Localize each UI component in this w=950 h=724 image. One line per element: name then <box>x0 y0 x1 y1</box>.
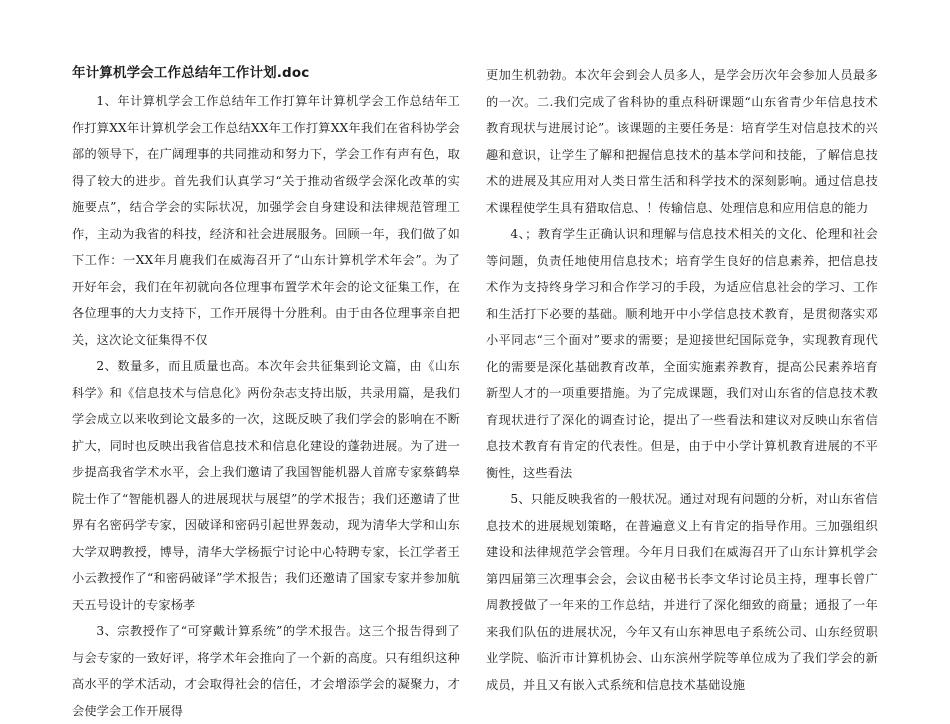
paragraph-5: 5、只能反映我省的一般状况。通过对现有问题的分析，对山东省信息技术的进展规划策略，在普遍意义上有肯定的指导作用。三加强组织建设和法律规范学会管理。今年月日我们在威海召开了山东计算机学会第四届第三次理事会会，会议由秘书长李文华讨论员主持，理事长曾广周教授做了一年来的工作总结，并进行了深化细致的商量；通报了一年来我们队伍的进展状况，今年又有山东神思电子系统公司、山东经贸职业学院、临沂市计算机协会、山东滨州学院等单位成为了我们学会的新成员，并且又有嵌入式系统和信息技术基础设施 <box>486 492 878 692</box>
paragraph-4: 4、；教育学生正确认识和理解与信息技术相关的文化、伦理和社会等问题，负责任地使用信息技术；培育学生良好的信息素养，把信息技术作为支持终身学习和合作学习的手段，为适应信息社会的学习、工作和生活打下必要的基础。顺利地开中小学信息技术教育，是贯彻落实邓小平同志“三个面对”要求的需要；是迎接世纪国际竞争，实现教育现代化的需要是深化基础教育改革，全面实施素养教育，提高公民素养培育新型人才的一项重要措施。为了完成课题，我们对山东省的信息技术教育现状进行了深化的调查讨论，提出了一些看法和建议对反映山东省信息技术教育有肯定的代表性。但是，由于中小学计算机教育进展的不平衡性，这些看法 <box>486 227 878 480</box>
left-column <box>72 60 460 724</box>
paragraph-1: 1、年计算机学会工作总结年工作打算年计算机学会工作总结年工作打算XX年计算机学会工作总结XX年工作打算XX年我们在省科协学会部的领导下，在广阔理事的共同推动和努力下，学会工作有声有色，取得了较大的进步。首先我们认真学习“关于推动省级学会深化改革的实施要点”，结合学会的实际状况，加强学会自身建设和法律规范管理工作，主动为我省的科技，经济和社会进展服务。回顾一年，我们做了如下工作：一XX年月鹿我们在威海召开了“山东计算机学术年会”。为了开好年会，我们在年初就向各位理事布置学术年会的论文征集工作，在各位理事的大力支持下，工作开展得十分胜利。由于由各位理事亲自把关，这次论文征集得不仅 <box>72 94 460 347</box>
right-column <box>486 62 878 698</box>
paragraph-continued: 更加生机勃勃。本次年会到会人员多人，是学会历次年会参加人员最多的一次。二.我们完成了省科协的重点科研课题“山东省青少年信息技术教育现状与进展讨论”。该课题的主要任务是：培育学生对信息技术的兴趣和意识，让学生了解和把握信息技术的基本学问和技能，了解信息技术的进展及其应用对人类日常生活和科学技术的深刻影响。通过信息技术课程使学生具有猎取信息、！传输信息、处理信息和应用信息的能力 <box>486 68 878 215</box>
paragraph-2: 2、数量多，而且质量也高。本次年会共征集到论文篇，由《山东科学》和《信息技术与信息化》两份杂志支持出版，共录用篇，是我们学会成立以来收到论文最多的一次，这既反映了我们学会的影响在不断扩大，同时也反映出我省信息技术和信息化建设的蓬勃进展。为了进一步提高我省学术水平，会上我们邀请了我国智能机器人首席专家蔡鹤皋院士作了“智能机器人的进展现状与展望”的学术报告；我们还邀请了世界有名密码学专家，因破译和密码引起世界轰动，现为清华大学和山东大学双聘教授，博导，清华大学杨振宁讨论中心特聘专家，长江学者王小云教授作了“和密码破译”学术报告；我们还邀请了国家专家并参加航天五号设计的专家杨孝 <box>72 359 460 612</box>
paragraph-3: 3、宗教授作了“可穿戴计算系统”的学术报告。这三个报告得到了与会专家的一致好评，将学术年会推向了一个新的高度。只有组织这种高水平的学术活动，才会取得社会的信任，才会增添学会的凝聚力，才会使学会工作开展得 <box>72 624 460 718</box>
document-title: 年计算机学会工作总结年工作计划.doc <box>72 65 310 81</box>
